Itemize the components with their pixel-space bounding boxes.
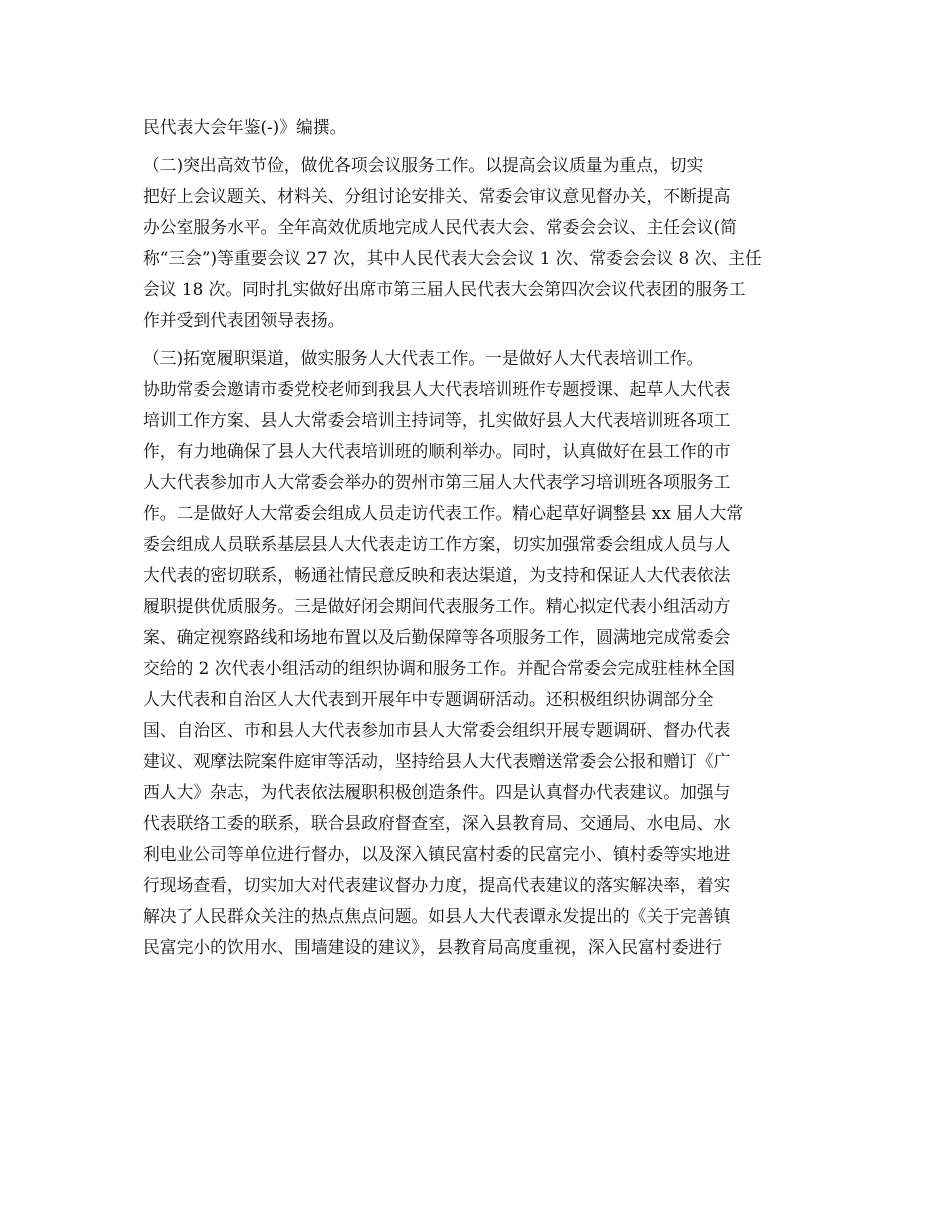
text-line: 协助常委会邀请市委党校老师到我县人大代表培训班作专题授课、起草人大代表 xyxy=(143,379,731,399)
text-line: 西人大》杂志，为代表依法履职积极创造条件。四是认真督办代表建议。加强与 xyxy=(143,782,731,802)
text-line: 办公室服务水平。全年高效优质地完成人民代表大会、常委会会议、主任会议(简 xyxy=(143,217,737,237)
paragraph-gap xyxy=(143,143,803,150)
text-line: 代表联络工委的联系，联合县政府督查室，深入县教育局、交通局、水电局、水 xyxy=(143,813,731,833)
text-line: 民富完小的饮用水、围墙建设的建议》，县教育局高度重视，深入民富村委进行 xyxy=(143,937,722,957)
text-line: 人大代表参加市人大常委会举办的贺州市第三届人大代表学习培训班各项服务工 xyxy=(143,472,731,492)
text-line: 利电业公司等单位进行督办，以及深入镇民富村委的民富完小、镇村委等实地进 xyxy=(143,844,731,864)
text-line: 解决了人民群众关注的热点焦点问题。如县人大代表谭永发提出的《关于完善镇 xyxy=(143,906,731,926)
paragraph-gap xyxy=(143,336,803,343)
text-line: 行现场查看，切实加大对代表建议督办力度，提高代表建议的落实解决率，着实 xyxy=(143,875,731,895)
text-line: 交给的 2 次代表小组活动的组织协调和服务工作。并配合常委会完成驻桂林全国 xyxy=(143,658,735,678)
text-line: 把好上会议题关、材料关、分组讨论安排关、常委会审议意见督办关，不断提高 xyxy=(143,186,731,206)
text-line: 作，有力地确保了县人大代表培训班的顺利举办。同时，认真做好在县工作的市 xyxy=(143,441,731,461)
text-line: 国、自治区、市和县人大代表参加市县人大常委会组织开展专题调研、督办代表 xyxy=(143,720,731,740)
text-line: 会议 18 次。同时扎实做好出席市第三届人民代表大会第四次会议代表团的服务工 xyxy=(143,279,746,299)
document-body xyxy=(143,112,803,963)
text-line: 大代表的密切联系，畅通社情民意反映和表达渠道，为支持和保证人大代表依法 xyxy=(143,565,731,585)
text-line: 履职提供优质服务。三是做好闭会期间代表服务工作。精心拟定代表小组活动方 xyxy=(143,596,731,616)
text-line: 建议、观摩法院案件庭审等活动，坚持给县人大代表赠送常委会公报和赠订《广 xyxy=(143,751,731,771)
text-line: 人大代表和自治区人大代表到开展年中专题调研活动。还积极组织协调部分全 xyxy=(143,689,714,709)
text-line: （二)突出高效节俭，做优各项会议服务工作。以提高会议质量为重点，切实 xyxy=(143,155,704,175)
text-line: 称“三会”)等重要会议 27 次，其中人民代表大会会议 1 次、常委会会议 8 次、主任 xyxy=(143,248,762,268)
text-line: 民代表大会年鉴(-)》编撰。 xyxy=(143,117,347,137)
text-line: 培训工作方案、县人大常委会培训主持词等，扎实做好县人大代表培训班各项工 xyxy=(143,410,731,430)
text-line: （三)拓宽履职渠道，做实服务人大代表工作。一是做好人大代表培训工作。 xyxy=(143,348,704,368)
text-line: 作。二是做好人大常委会组成人员走访代表工作。精心起草好调整县 xx 届人大常 xyxy=(143,503,744,523)
text-line: 委会组成人员联系基层县人大代表走访工作方案，切实加强常委会组成人员与人 xyxy=(143,534,731,554)
text-line: 作并受到代表团领导表扬。 xyxy=(143,310,345,330)
text-line: 案、确定视察路线和场地布置以及后勤保障等各项服务工作，圆满地完成常委会 xyxy=(143,627,731,647)
